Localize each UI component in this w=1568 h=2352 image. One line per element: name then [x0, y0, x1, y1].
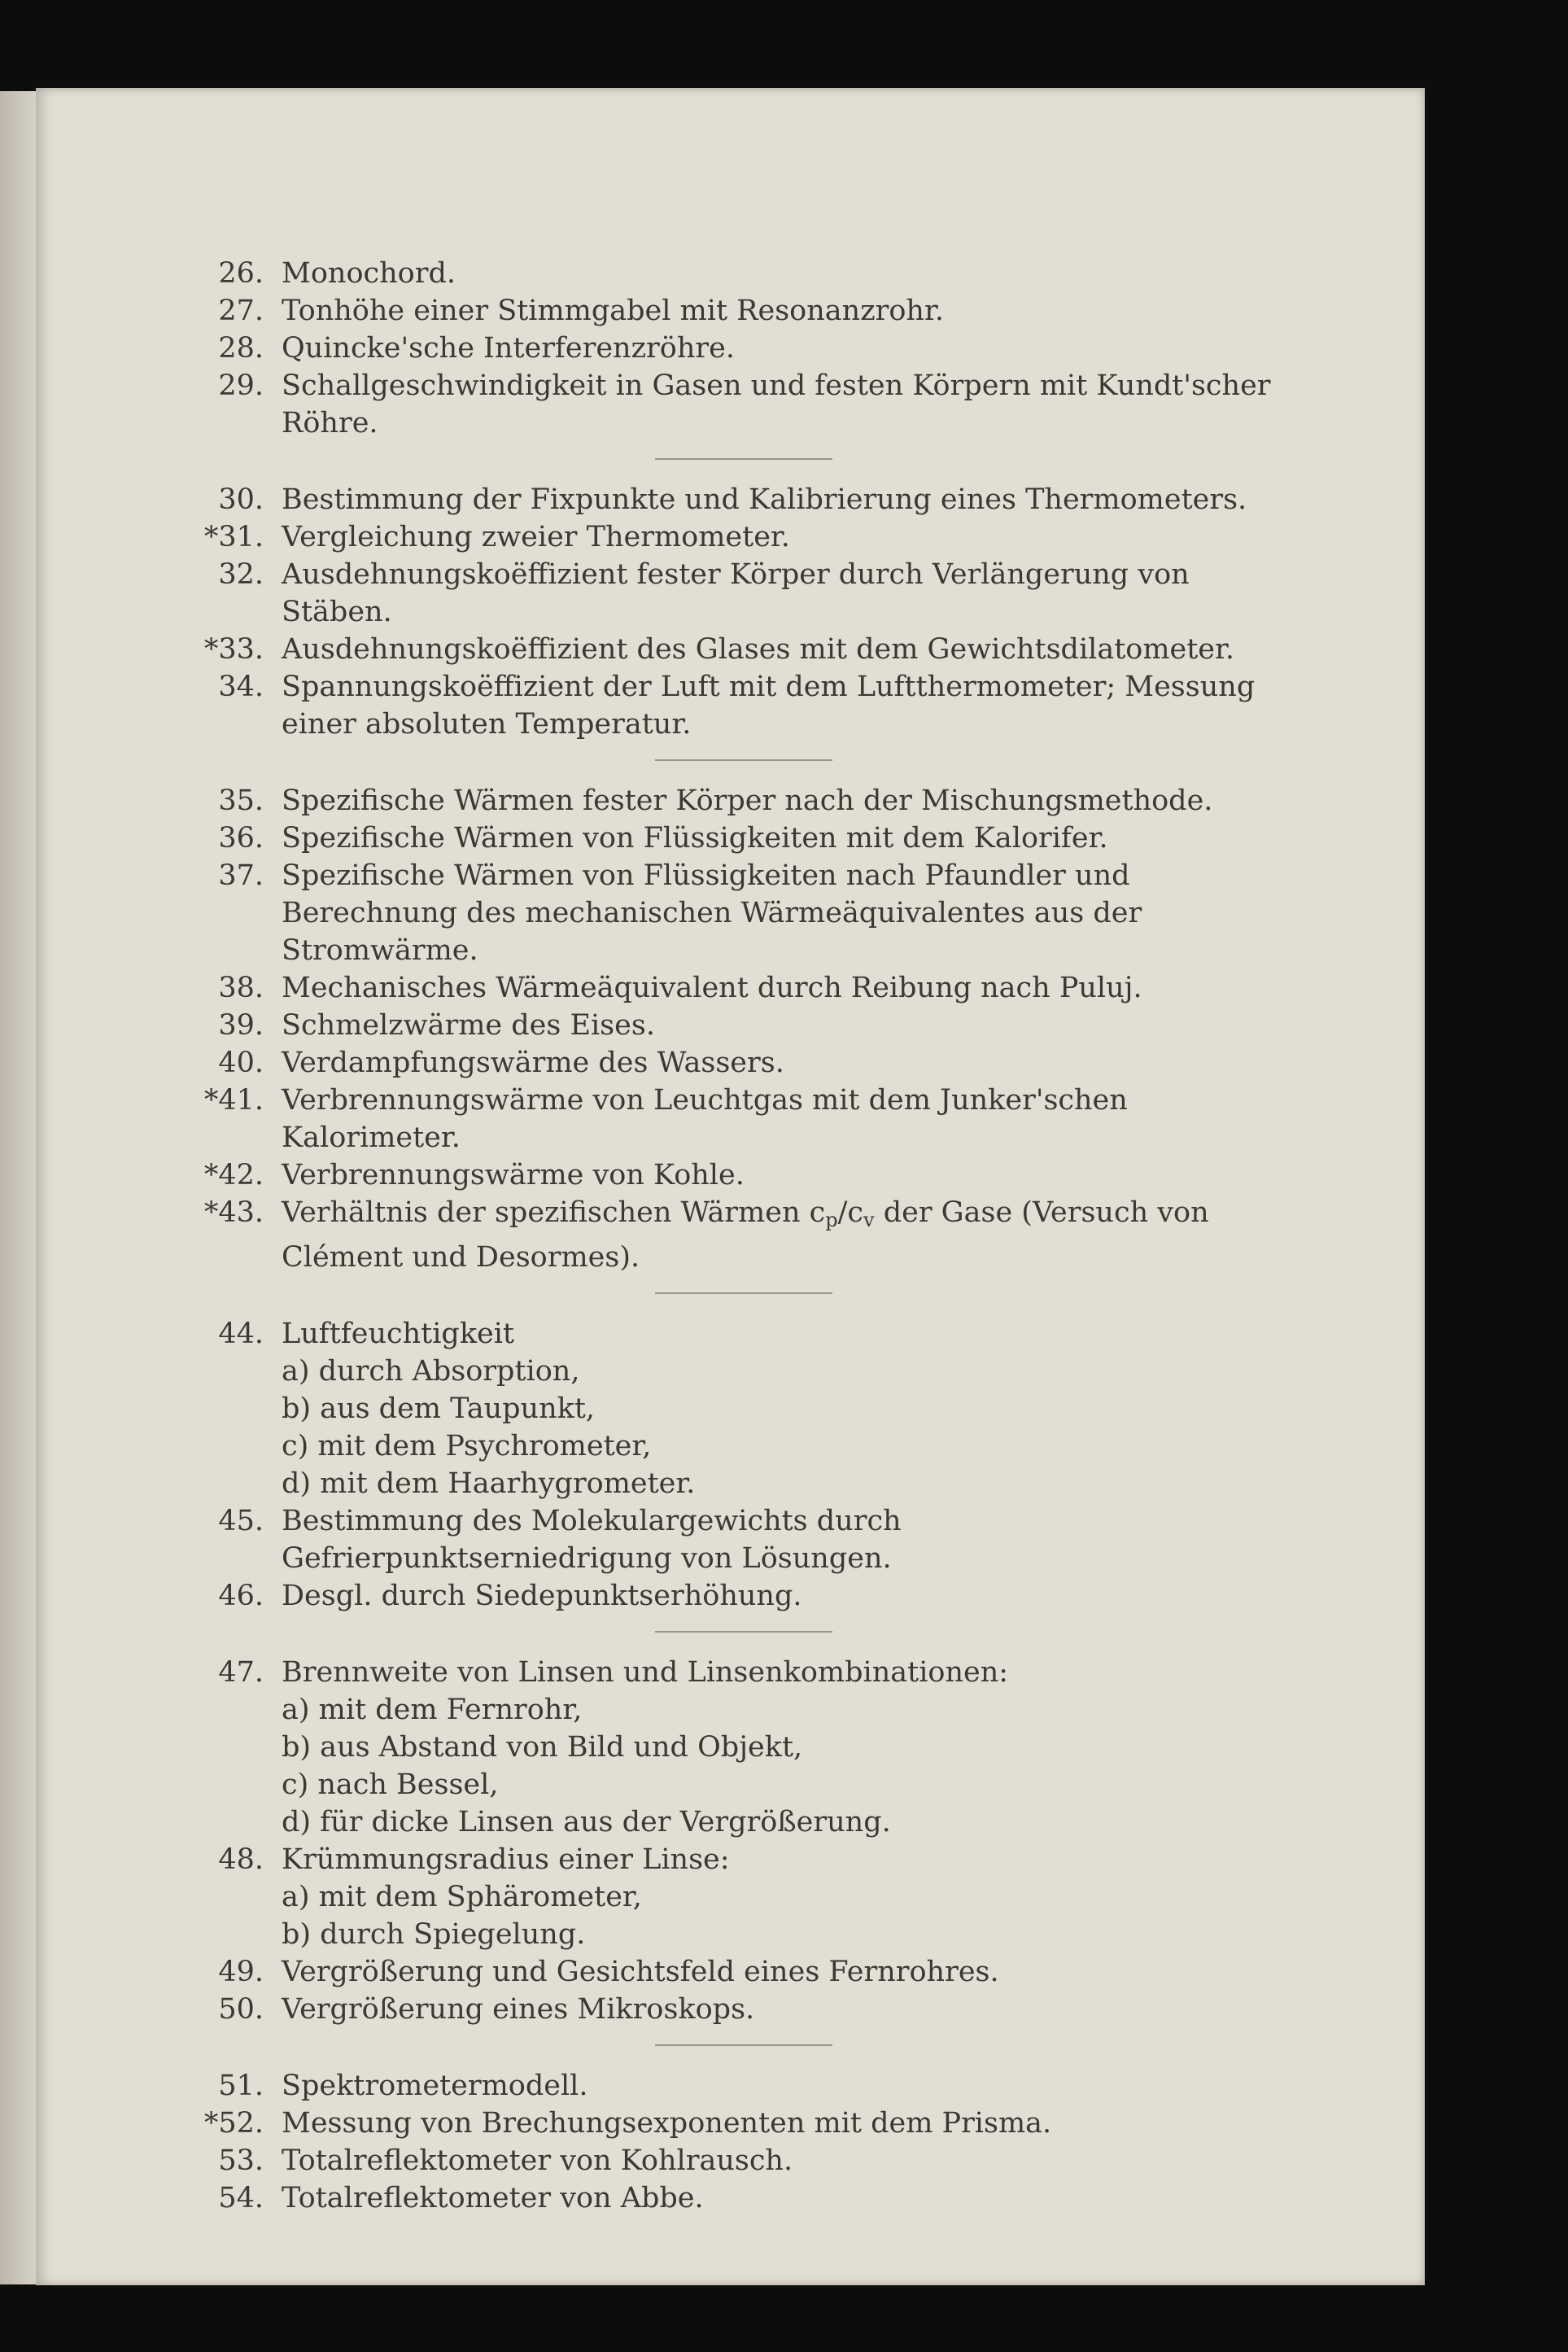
sub-item: b) aus Abstand von Bild und Objekt, — [282, 1731, 803, 1764]
item-text: Brennweite von Linsen und Linsenkombinationen: — [282, 1656, 1009, 1689]
section-divider — [655, 2044, 832, 2046]
item-text-block — [282, 969, 1282, 1007]
item-text-block — [282, 481, 1282, 518]
sub-item: a) mit dem Sphärometer, — [282, 1881, 642, 1913]
item-number: 46. — [218, 1580, 264, 1612]
item-text-block — [282, 255, 1282, 292]
list-item — [182, 2067, 1321, 2105]
item-text-block — [282, 1953, 1282, 1991]
formula-subscript-p: p — [825, 1209, 838, 1231]
item-text: Verbrennungswärme von Leuchtgas mit dem Junker'schen Kalorimeter. — [282, 1084, 1128, 1154]
item-text-block — [282, 1156, 1282, 1194]
item-number: 40. — [218, 1047, 264, 1079]
item-text-block — [282, 2179, 1282, 2217]
item-text: Vergrößerung eines Mikroskops. — [282, 1993, 755, 2026]
formula-slash: / — [837, 1196, 848, 1229]
experiment-list — [182, 255, 1321, 2217]
item-number: 45. — [218, 1505, 264, 1537]
item-text-block — [282, 1577, 1282, 1615]
item-number: *41. — [203, 1084, 264, 1117]
item-text: Ausdehnungskoëffizient des Glases mit dem Gewichtsdilatometer. — [282, 633, 1235, 666]
item-text: Messung von Brechungsexponenten mit dem Prisma. — [282, 2107, 1052, 2140]
list-item — [182, 820, 1321, 857]
item-number: 30. — [218, 483, 264, 516]
list-item — [182, 1156, 1321, 1194]
item-text-after: der Gase (Versuch von Clément und Desormes). — [282, 1196, 1209, 1274]
list-item — [182, 481, 1321, 518]
section-2 — [182, 481, 1321, 743]
sub-item-list — [282, 1878, 1282, 1953]
section-divider — [655, 1292, 832, 1294]
list-item — [182, 1841, 1321, 1953]
item-text: Spektrometermodell. — [282, 2070, 588, 2102]
sub-item: b) aus dem Taupunkt, — [282, 1392, 596, 1425]
item-text: Monochord. — [282, 257, 456, 290]
item-number: 28. — [218, 332, 264, 365]
item-text-block — [282, 1082, 1282, 1156]
item-text: Luftfeuchtigkeit — [282, 1318, 514, 1350]
item-text — [282, 1196, 1209, 1274]
section-divider — [655, 759, 832, 761]
item-text: Mechanisches Wärmeäquivalent durch Reibung nach Puluj. — [282, 972, 1142, 1004]
section-6 — [182, 2067, 1321, 2217]
list-item — [182, 1502, 1321, 1577]
item-text: Schmelzwärme des Eises. — [282, 1009, 655, 1042]
item-text-before: Verhältnis der spezifischen Wärmen — [282, 1196, 810, 1229]
item-text-block — [282, 820, 1282, 857]
item-text: Bestimmung des Molekulargewichts durch Gefrierpunktserniedrigung von Lösungen. — [282, 1505, 902, 1575]
previous-page-edge — [0, 91, 36, 2284]
item-text-block — [282, 782, 1282, 820]
section-4 — [182, 1315, 1321, 1615]
list-item — [182, 2105, 1321, 2142]
item-text: Spezifische Wärmen fester Körper nach der Mischungsmethode. — [282, 785, 1213, 817]
item-text-block — [282, 1502, 1282, 1577]
item-number: 36. — [218, 822, 264, 855]
item-text-block — [282, 1194, 1282, 1276]
item-text-block — [282, 2067, 1282, 2105]
item-text: Verbrennungswärme von Kohle. — [282, 1159, 745, 1191]
item-text: Spezifische Wärmen von Flüssigkeiten mit dem Kalorifer. — [282, 822, 1108, 855]
sub-item: d) für dicke Linsen aus der Vergrößerung. — [282, 1806, 891, 1838]
item-text-block — [282, 556, 1282, 631]
item-number: 29. — [218, 369, 264, 402]
item-number: 26. — [218, 257, 264, 290]
sub-item: c) mit dem Psychrometer, — [282, 1430, 652, 1462]
item-number: 32. — [218, 558, 264, 591]
item-number: 44. — [218, 1318, 264, 1350]
item-text: Krümmungsradius einer Linse: — [282, 1843, 730, 1876]
specific-heat-ratio-formula — [810, 1196, 875, 1229]
list-item — [182, 631, 1321, 668]
formula-subscript-v: v — [863, 1209, 875, 1231]
sub-item: a) mit dem Fernrohr, — [282, 1694, 583, 1726]
item-text-block — [282, 1044, 1282, 1082]
item-number: *42. — [203, 1159, 264, 1191]
item-text: Bestimmung der Fixpunkte und Kalibrierung eines Thermometers. — [282, 483, 1247, 516]
item-text-block — [282, 292, 1282, 330]
list-item — [182, 1007, 1321, 1044]
sub-item-list — [282, 1691, 1282, 1841]
sub-item-list — [282, 1353, 1282, 1502]
item-text: Totalreflektometer von Abbe. — [282, 2182, 704, 2214]
item-text-block — [282, 1841, 1282, 1953]
item-number: 54. — [218, 2182, 264, 2214]
item-number: *31. — [203, 521, 264, 553]
item-text-block — [282, 367, 1282, 442]
list-item — [182, 668, 1321, 743]
item-text: Verdampfungswärme des Wassers. — [282, 1047, 784, 1079]
list-item — [182, 556, 1321, 631]
item-text: Desgl. durch Siedepunktserhöhung. — [282, 1580, 802, 1612]
item-number: 47. — [218, 1656, 264, 1689]
item-number: 38. — [218, 972, 264, 1004]
item-number: *33. — [203, 633, 264, 666]
section-divider — [655, 1631, 832, 1633]
item-text: Tonhöhe einer Stimmgabel mit Resonanzrohr. — [282, 295, 944, 327]
list-item — [182, 518, 1321, 556]
list-item — [182, 330, 1321, 367]
list-item — [182, 857, 1321, 969]
list-item — [182, 1577, 1321, 1615]
section-5 — [182, 1654, 1321, 2028]
item-text-block — [282, 2105, 1282, 2142]
list-item — [182, 367, 1321, 442]
list-item — [182, 1082, 1321, 1156]
item-text: Quincke'sche Interferenzröhre. — [282, 332, 735, 365]
item-number: 49. — [218, 1956, 264, 1988]
formula-c-p: c — [809, 1196, 826, 1229]
item-number: 51. — [218, 2070, 264, 2102]
item-number: 53. — [218, 2144, 264, 2177]
item-text-block — [282, 1991, 1282, 2028]
list-item — [182, 1315, 1321, 1502]
list-item — [182, 1654, 1321, 1841]
item-text: Schallgeschwindigkeit in Gasen und festen Körpern mit Kundt'scher Röhre. — [282, 369, 1271, 439]
item-text-block — [282, 857, 1282, 969]
list-item — [182, 1194, 1321, 1276]
item-number: 39. — [218, 1009, 264, 1042]
item-text-block — [282, 1654, 1282, 1841]
item-text: Spezifische Wärmen von Flüssigkeiten nach Pfaundler und Berechnung des mechanischen Wärmeäquivalentes aus der Stromwärme. — [282, 859, 1142, 967]
item-text-block — [282, 1007, 1282, 1044]
sub-item: b) durch Spiegelung. — [282, 1918, 586, 1951]
list-item — [182, 292, 1321, 330]
list-item — [182, 1044, 1321, 1082]
book-page — [36, 88, 1425, 2285]
item-number: 48. — [218, 1843, 264, 1876]
item-number: *52. — [203, 2107, 264, 2140]
item-text: Ausdehnungskoëffizient fester Körper durch Verlängerung von Stäben. — [282, 558, 1190, 628]
item-number: 27. — [218, 295, 264, 327]
item-text: Vergleichung zweier Thermometer. — [282, 521, 790, 553]
item-text-block — [282, 2142, 1282, 2179]
list-item — [182, 2142, 1321, 2179]
list-item — [182, 1991, 1321, 2028]
item-text-block — [282, 518, 1282, 556]
formula-c-v: c — [847, 1196, 864, 1229]
item-text: Vergrößerung und Gesichtsfeld eines Fernrohres. — [282, 1956, 999, 1988]
list-item — [182, 969, 1321, 1007]
section-divider — [655, 458, 832, 460]
item-text-block — [282, 330, 1282, 367]
item-text-block — [282, 668, 1282, 743]
sub-item: d) mit dem Haarhygrometer. — [282, 1467, 696, 1500]
list-item — [182, 255, 1321, 292]
item-text-block — [282, 1315, 1282, 1502]
list-item — [182, 2179, 1321, 2217]
item-number: 34. — [218, 671, 264, 703]
item-number: 37. — [218, 859, 264, 892]
list-item — [182, 782, 1321, 820]
item-text: Spannungskoëffizient der Luft mit dem Luftthermometer; Messung einer absoluten Temperatur. — [282, 671, 1256, 741]
section-3 — [182, 782, 1321, 1276]
item-number: 50. — [218, 1993, 264, 2026]
section-1 — [182, 255, 1321, 442]
sub-item: c) nach Bessel, — [282, 1768, 499, 1801]
item-number: 35. — [218, 785, 264, 817]
item-number: *43. — [203, 1196, 264, 1229]
item-text: Totalreflektometer von Kohlrausch. — [282, 2144, 793, 2177]
sub-item: a) durch Absorption, — [282, 1355, 580, 1388]
item-text-block — [282, 631, 1282, 668]
list-item — [182, 1953, 1321, 1991]
